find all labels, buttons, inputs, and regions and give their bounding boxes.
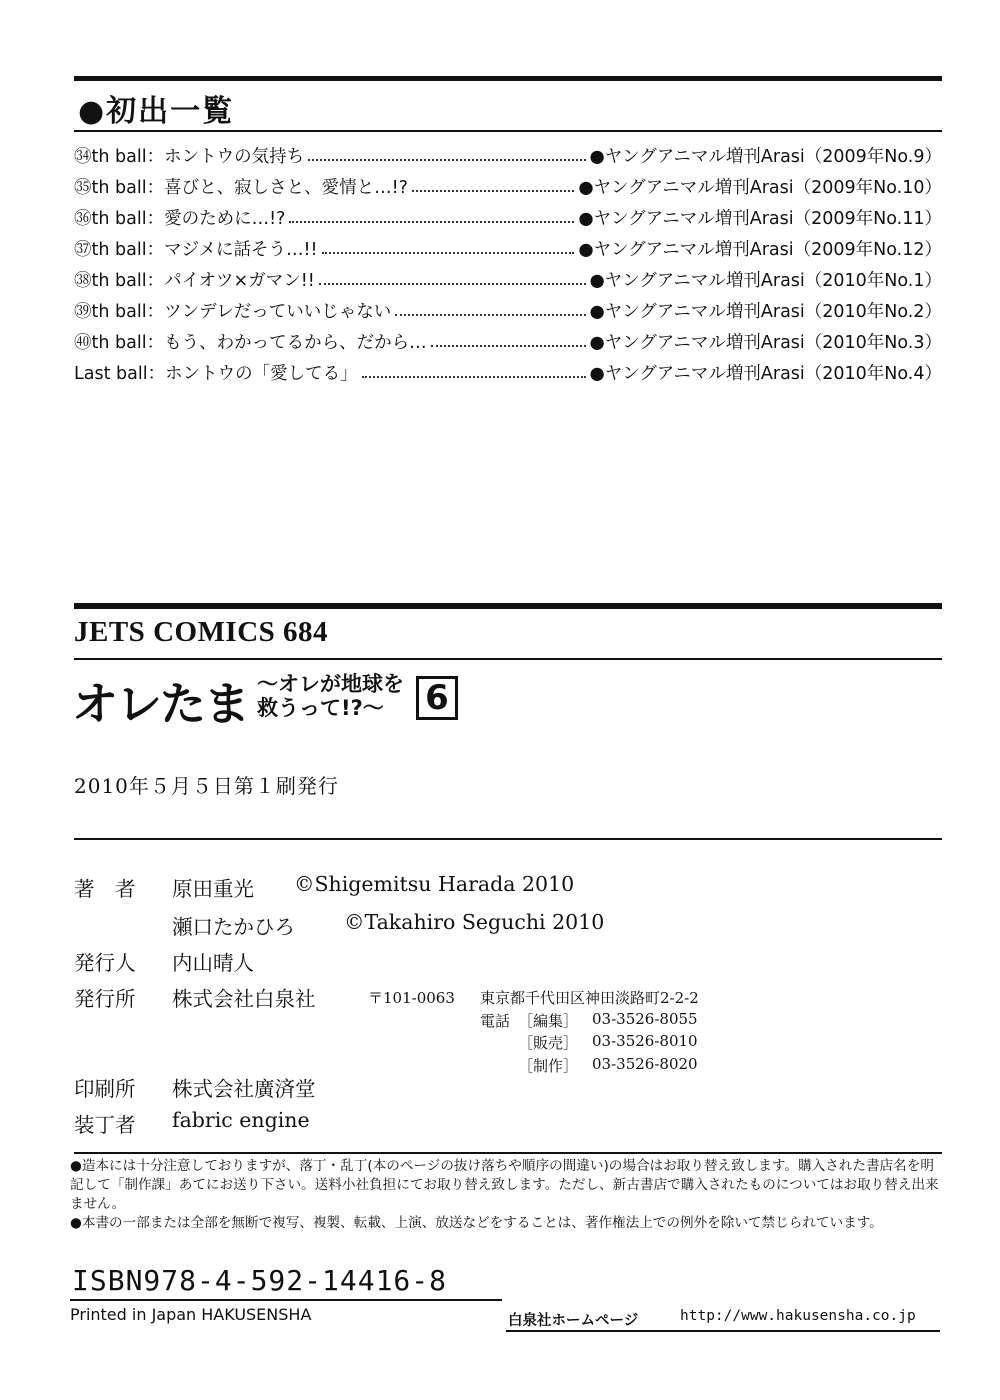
heading-underline: [74, 130, 942, 132]
chapter-title: ㊱th ball：愛のために…!?: [74, 209, 286, 229]
dot-leader: [362, 376, 586, 378]
dot-leader: [319, 283, 586, 285]
chapter-title: Last ball：ホントウの「愛してる」: [74, 364, 358, 384]
phone-editorial-label: ［編集］: [518, 1012, 579, 1030]
dot-leader: [308, 159, 585, 161]
phone-sales-label: ［販売］: [518, 1034, 579, 1052]
magazine-source: ●ヤングアニマル増刊Arasi（2009年No.9）: [589, 147, 942, 167]
series-label: JETS COMICS 684: [74, 616, 329, 648]
dot-leader: [431, 345, 586, 347]
author-2-name: 瀬口たかひろ: [172, 915, 295, 939]
first-appearance-heading: ●初出一覧: [78, 94, 235, 129]
magazine-source: ●ヤングアニマル増刊Arasi（2010年No.2）: [589, 302, 942, 322]
publisher-address: 東京都千代田区神田淡路町2-2-2: [480, 989, 699, 1007]
phone-editorial: 03-3526-8055: [592, 1010, 698, 1028]
dot-leader: [395, 314, 585, 316]
magazine-source: ●ヤングアニマル増刊Arasi（2009年No.10）: [578, 178, 942, 198]
credits-rule: [74, 838, 942, 840]
author-label: 著 者: [74, 877, 136, 901]
notice-rule: [74, 1152, 942, 1154]
list-item: [74, 295, 942, 326]
chapter-title: ㉟th ball：喜びと、寂しさと、愛情と…!?: [74, 178, 408, 198]
dot-leader: [412, 190, 575, 192]
chapter-title: ㉞th ball：ホントウの気持ち: [74, 147, 305, 167]
colophon-rule-top: [74, 603, 942, 609]
dot-leader: [289, 221, 574, 223]
dot-leader: [322, 252, 575, 254]
author-1-name: 原田重光: [172, 877, 254, 901]
printer-name: 株式会社廣済堂: [172, 1077, 316, 1101]
designer-name: fabric engine: [172, 1108, 310, 1132]
list-item: [74, 264, 942, 295]
printed-in: Printed in Japan HAKUSENSHA: [70, 1305, 312, 1324]
designer-label: 装丁者: [74, 1113, 136, 1137]
phone-production: 03-3526-8020: [592, 1055, 698, 1073]
homepage-url[interactable]: http://www.hakusensha.co.jp: [680, 1308, 916, 1324]
magazine-source: ●ヤングアニマル増刊Arasi（2010年No.1）: [589, 271, 942, 291]
chapter-title: ㊵th ball：もう、わかってるから、だから…: [74, 333, 427, 353]
list-item: [74, 326, 942, 357]
chapter-title: ㊳th ball：パイオツ×ガマン!!: [74, 271, 315, 291]
chapter-title: ㊲th ball：マジメに話そう…!!: [74, 240, 318, 260]
magazine-source: ●ヤングアニマル増刊Arasi（2010年No.3）: [589, 333, 942, 353]
notice-paragraph-2: ●本書の一部または全部を無断で複写、複製、転載、上演、放送などをすることは、著作権法上での例外を除いて禁じられています。: [70, 1215, 883, 1231]
phone-sales: 03-3526-8010: [592, 1032, 698, 1050]
list-item: [74, 202, 942, 233]
author-1-copyright: ©Shigemitsu Harada 2010: [294, 872, 575, 896]
homepage-underline: [506, 1330, 940, 1332]
list-item: [74, 233, 942, 264]
issuer-name: 内山晴人: [172, 951, 254, 975]
list-item: [74, 357, 942, 388]
list-item: [74, 171, 942, 202]
issuer-label: 発行人: [74, 951, 136, 975]
publication-date: 2010年５月５日第１刷発行: [74, 774, 339, 798]
publisher-label: 発行所: [74, 987, 136, 1011]
notice-paragraph-1: ●造本には十分注意しておりますが、落丁・乱丁(本のページの抜け落ちや順序の間違い)の場合はお取り替え致します。購入された書店名を明記して「制作課」あてにお送り下さい。送料小社負担にてお取り替え致します。ただし、新古書店で購入されたものについてはお取り替え出来ません。: [70, 1158, 939, 1212]
colophon-rule-thin: [74, 658, 942, 660]
isbn: ISBN978-4-592-14416-8: [72, 1264, 448, 1297]
first-appearance-list: [74, 140, 942, 388]
book-title: オレたま: [72, 677, 248, 731]
magazine-source: ●ヤングアニマル増刊Arasi（2009年No.11）: [578, 209, 942, 229]
phone-production-label: ［制作］: [518, 1057, 579, 1075]
printer-label: 印刷所: [74, 1077, 136, 1101]
magazine-source: ●ヤングアニマル増刊Arasi（2009年No.12）: [578, 240, 942, 260]
homepage-label: 白泉社ホームページ: [508, 1313, 639, 1329]
phone-label: 電話: [480, 1012, 511, 1030]
book-subtitle: ～オレが地球を救うって!?～: [257, 672, 404, 720]
isbn-underline: [70, 1299, 502, 1301]
volume-number: 6: [416, 676, 458, 720]
chapter-title: ㊴th ball：ツンデレだっていいじゃない: [74, 302, 392, 322]
author-2-copyright: ©Takahiro Seguchi 2010: [344, 910, 605, 934]
top-rule: [74, 76, 942, 81]
publisher-name: 株式会社白泉社: [172, 987, 316, 1011]
legal-notice: [70, 1157, 942, 1233]
magazine-source: ●ヤングアニマル増刊Arasi（2010年No.4）: [589, 364, 942, 384]
list-item: [74, 140, 942, 171]
postal-code: 〒101-0063: [368, 989, 455, 1007]
